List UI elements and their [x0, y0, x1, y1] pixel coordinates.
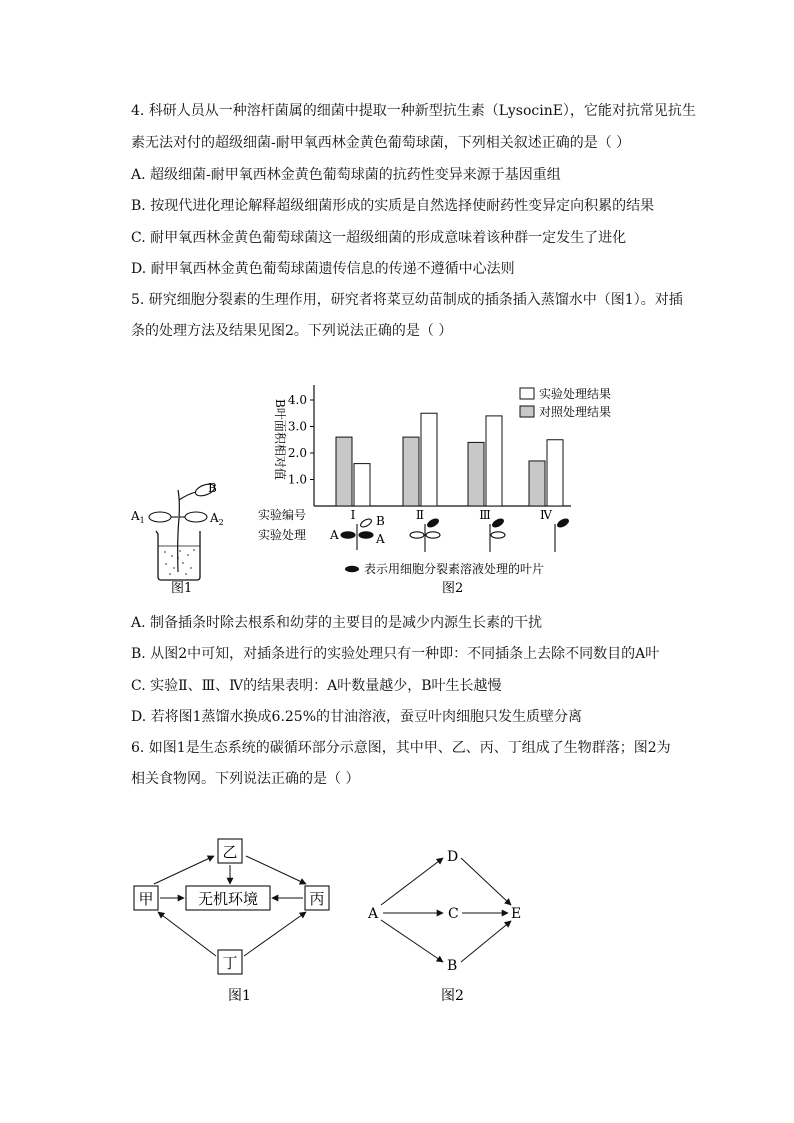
x-category-label: Ⅳ — [540, 508, 552, 522]
legend-swatch-control — [520, 406, 534, 417]
treatment-icon-4 — [555, 517, 570, 552]
q4-option-a: A. 超级细菌-耐甲氧西林金黄色葡萄球菌的抗药性变异来源于基因重组 — [131, 167, 561, 183]
chart-legend — [520, 386, 611, 419]
y-tick-label: 4.0 — [287, 393, 307, 407]
node-ding: 丁 — [222, 954, 238, 972]
legend-swatch-experiment — [520, 388, 534, 399]
node-center: 无机环境 — [197, 890, 259, 908]
q6-fig1-caption: 图1 — [228, 988, 251, 1004]
q4-stem-line1: 4. 科研人员从一种溶杆菌属的细菌中提取一种新型抗生素（LysocinE），它能对抗常见抗生 — [131, 103, 696, 119]
q6-stem-line1: 6. 如图1是生态系统的碳循环部分示意图，其中甲、乙、丙、丁组成了生物群落；图2为 — [131, 740, 671, 756]
q4-option-b: B. 按现代进化理论解释超级细菌形成的实质是自然选择使耐药性变异定向积累的结果 — [131, 198, 655, 214]
y-tick-label: 2.0 — [287, 446, 307, 460]
q6-fig2-caption: 图2 — [441, 988, 464, 1004]
chart-row-label-treatment: 实验处理 — [258, 528, 307, 542]
node-a: A — [368, 906, 379, 922]
fig1-label-a1: $A_1$ — [131, 509, 145, 525]
arrow-b-to-e — [461, 921, 511, 962]
footnote-leaf-icon — [345, 566, 359, 572]
arrow-d-to-e — [461, 858, 511, 905]
q5-fig1-caption: 图1 — [171, 581, 193, 596]
treatment-icon-3 — [490, 517, 505, 552]
node-yi: 乙 — [222, 843, 238, 861]
q5-option-c: C. 实验Ⅱ、Ⅲ、Ⅳ的结果表明：A叶数量越少，B叶生长越慢 — [131, 678, 502, 694]
arrow-ding-to-bing — [244, 912, 306, 956]
q4-option-d: D. 耐甲氧西林金黄色葡萄球菌遗传信息的传递不遵循中心法则 — [131, 261, 515, 277]
q5-stem-line2: 条的处理方法及结果见图2。下列说法正确的是（ ） — [131, 323, 453, 339]
node-bing: 丙 — [309, 890, 325, 908]
bar-experiment-3 — [486, 416, 502, 506]
q4-stem-line2: 素无法对付的超级细菌-耐甲氧西林金黄色葡萄球菌，下列相关叙述正确的是（ ） — [131, 135, 631, 151]
x-category-label: Ⅱ — [415, 508, 425, 522]
q5-option-d: D. 若将图1蒸馏水换成6.25%的甘油溶液，蚕豆叶肉细胞只发生质壁分离 — [131, 709, 583, 725]
arrow-a-to-d — [381, 858, 443, 905]
chart-row-label-id: 实验编号 — [258, 508, 307, 522]
q6-stem-line2: 相关食物网。下列说法正确的是（ ） — [131, 771, 360, 787]
arrow-yi-to-bing — [246, 856, 306, 884]
x-category-label: Ⅰ — [350, 508, 356, 522]
arrow-jia-to-yi — [154, 856, 214, 884]
q5-fig1-plant-diagram — [130, 481, 224, 596]
y-tick-label: 1.0 — [287, 472, 307, 487]
q5-option-b: B. 从图2中可知，对插条进行的实验处理只有一种即：不同插条上去除不同数目的A叶 — [131, 646, 660, 662]
fig1-label-a2: $A_2$ — [210, 511, 224, 527]
q5-stem-line1: 5. 研究细胞分裂素的生理作用，研究者将菜豆幼苗制成的插条插入蒸馏水中（图1）。对插 — [131, 292, 683, 308]
arrow-a-to-b — [381, 920, 443, 962]
treatment-label-b: B — [376, 514, 385, 528]
bar-experiment-4 — [547, 440, 563, 506]
fig1-label-b: B — [208, 481, 217, 495]
q5-fig2-bar-chart — [258, 385, 611, 596]
q6-fig1-carbon-cycle — [134, 839, 329, 1004]
bar-experiment-1 — [354, 464, 370, 506]
treatment-icon-2 — [410, 517, 440, 552]
q4-option-c: C. 耐甲氧西林金黄色葡萄球菌这一超级细菌的形成意味着该种群一定发生了进化 — [131, 230, 627, 246]
bar-control-2 — [403, 437, 419, 506]
legend-label-experiment: 实验处理结果 — [539, 387, 612, 401]
node-c: C — [448, 906, 459, 922]
node-e: E — [511, 906, 522, 922]
legend-label-control: 对照处理结果 — [539, 405, 612, 419]
treatment-label-a-right: A — [376, 532, 385, 546]
bar-control-4 — [529, 461, 545, 506]
bar-experiment-2 — [421, 413, 437, 506]
node-d: D — [447, 849, 459, 865]
q6-fig2-food-web — [367, 849, 521, 1004]
node-b: B — [447, 958, 458, 974]
q5-option-a: A. 制备插条时除去根系和幼芽的主要目的是减少内源生长素的干扰 — [131, 615, 543, 631]
arrow-ding-to-jia — [158, 912, 216, 956]
bar-control-1 — [336, 437, 352, 506]
bar-control-3 — [468, 442, 484, 506]
y-tick-label: 3.0 — [287, 419, 307, 434]
treatment-icon-1 — [341, 517, 373, 550]
q5-fig2-caption: 图2 — [442, 581, 464, 596]
chart-ylabel: B叶面积相对值 — [273, 399, 287, 480]
treatment-label-a-left: A — [330, 528, 339, 542]
chart-footnote: 表示用细胞分裂素溶液处理的叶片 — [364, 562, 545, 576]
x-category-label: Ⅲ — [479, 508, 491, 522]
node-jia: 甲 — [138, 890, 154, 908]
